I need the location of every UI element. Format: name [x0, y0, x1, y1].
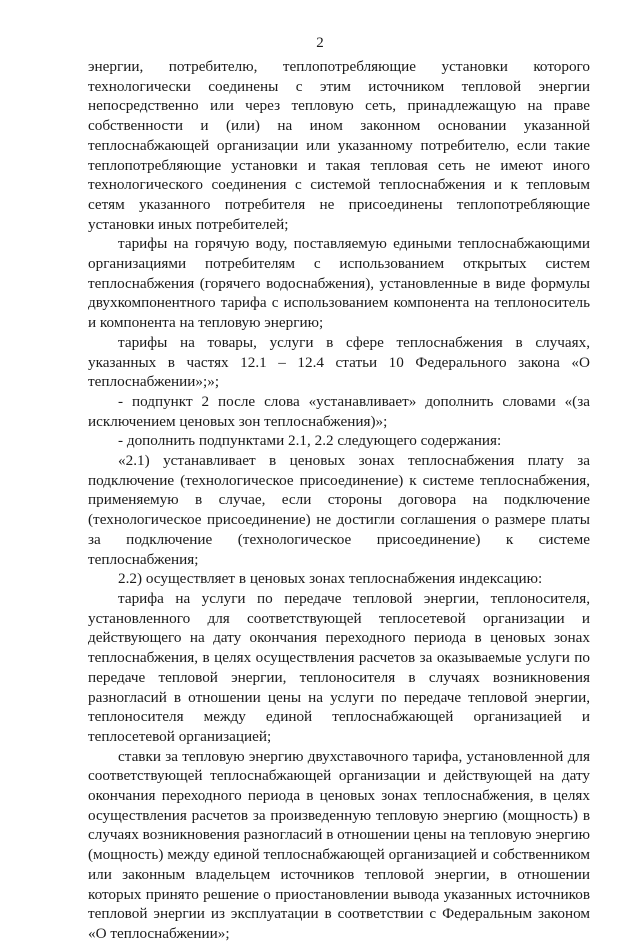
paragraph-8: тарифа на услуги по передаче тепловой энергии, теплоносителя, установленного для соответствующей теплосетевой организации и действующего на дату окончания переходного периода в ценовых зонах теплоснабжения, в целях осуществления расчетов за оказываемые услуги по передаче тепловой энергии, теплоносителя в случаях возникновения разногласий в отношении цены на услуги по передаче тепловой энергии, теплоносителя между единой теплоснабжающей организацией и теплосетевой организацией; [88, 589, 590, 745]
paragraph-6: «2.1) устанавливает в ценовых зонах теплоснабжения плату за подключение (технологическое присоединение) к системе теплоснабжения, применяемую в случае, если стороны договора на подключение (технологическое присоединение) не достигли соглашения о размере платы за подключение (технологическое присоединение) к системе теплоснабжения; [88, 452, 590, 568]
paragraph-4: - подпункт 2 после слова «устанавливает» дополнить словами «(за исключением ценовых зон теплоснабжения)»; [88, 392, 590, 430]
page-number: 2 [316, 35, 324, 51]
paragraph-5: - дополнить подпунктами 2.1, 2.2 следующего содержания: [118, 432, 502, 450]
paragraph-7: 2.2) осуществляет в ценовых зонах теплоснабжения индексацию: [118, 570, 543, 588]
paragraph-9: ставки за тепловую энергию двухставочного тарифа, установленной для соответствующей теплоснабжающей организации и действующей на дату окончания переходного периода в ценовых зонах теплоснабжения, в целях осуществления расчетов за произведенную тепловую энергию (мощность) в случаях возникновения разногласий в отношении цены на тепловую энергию (мощность) между единой теплоснабжающей организацией и собственником или законным владельцем источников тепловой энергии, в отношении которых принято решение о приостановлении вывода указанных источников тепловой энергии из эксплуатации в соответствии с Федеральным законом «О теплоснабжении»; [88, 747, 590, 942]
paragraph-1: энергии, потребителю, теплопотребляющие установки которого технологически соединены с этим источником тепловой энергии непосредственно или через тепловую сеть, принадлежащую на праве собственности и (или) на ином законном основании указанной теплоснабжающей организации или указанному потребителю, если такие теплопотребляющие установки и такая тепловая сеть не имеют иного технологического соединения с системой теплоснабжения и к тепловым сетям указанного потребителя не присоединены теплопотребляющие установки иных потребителей; [88, 58, 590, 233]
document-body [88, 57, 590, 944]
paragraph-3: тарифы на товары, услуги в сфере теплоснабжения в случаях, указанных в частях 12.1 – 12.4 статьи 10 Федерального закона «О теплоснабжении»;»; [88, 333, 590, 391]
paragraph-2: тарифы на горячую воду, поставляемую едиными теплоснабжающими организациями потребителям с использованием открытых систем теплоснабжения (горячего водоснабжения), установленные в виде формулы двухкомпонентного тарифа с использованием компонента на теплоноситель и компонента на тепловую энергию; [88, 235, 590, 332]
